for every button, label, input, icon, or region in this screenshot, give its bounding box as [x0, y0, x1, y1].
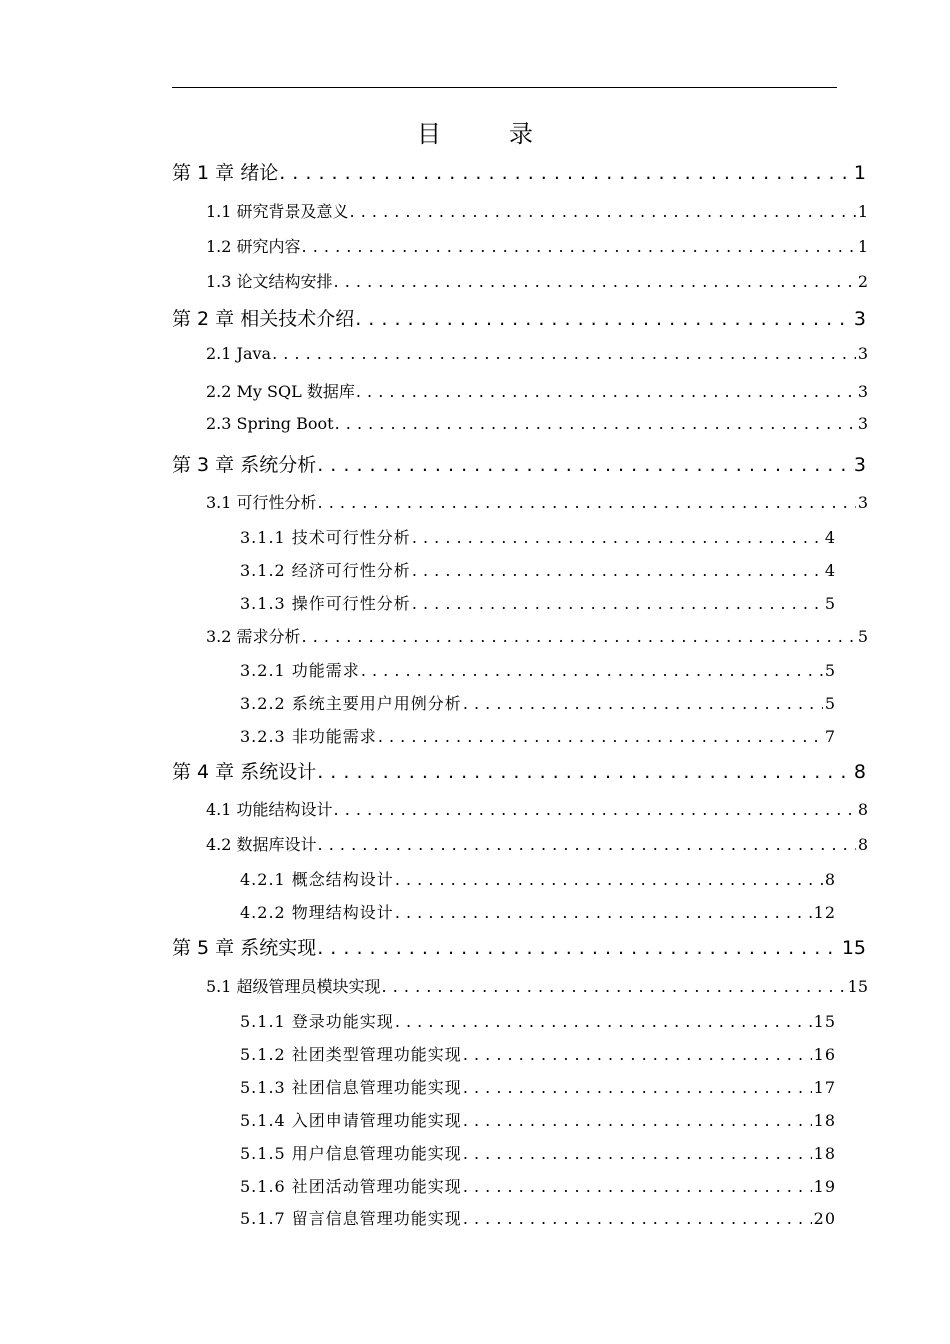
toc-page-number: 19 — [813, 1177, 836, 1196]
toc-entry-text: 4.2.2 物理结构设计 — [240, 903, 394, 922]
toc-entry[interactable] — [240, 691, 836, 714]
toc-leader — [463, 1209, 812, 1228]
toc-leader — [361, 661, 823, 680]
toc-page-number: 15 — [841, 937, 866, 959]
toc-leader — [463, 1078, 812, 1097]
toc-entry[interactable] — [240, 1009, 836, 1032]
toc-entry[interactable] — [240, 658, 836, 681]
toc-entry-text: 5.1.6 社团活动管理功能实现 — [240, 1177, 462, 1196]
toc-entry[interactable] — [240, 1108, 836, 1131]
toc-page-number: 5 — [824, 661, 836, 680]
toc-leader — [412, 561, 823, 580]
toc-page-number: 20 — [813, 1209, 836, 1228]
toc-entry-text: 2.3 Spring Boot — [206, 414, 334, 433]
toc-leader — [317, 937, 840, 959]
toc-page-number: 3 — [857, 344, 868, 363]
toc-leader — [395, 903, 812, 922]
toc-entry-text: 4.1 功能结构设计 — [206, 800, 333, 819]
toc-page-number: 8 — [857, 835, 868, 854]
toc-entry-text: 1.1 研究背景及意义 — [206, 202, 349, 221]
toc-page-number: 5 — [824, 594, 836, 613]
toc-entry-text: 第 5 章 系统实现 — [172, 937, 317, 959]
toc-page-number: 5 — [857, 627, 868, 646]
toc-entry-text: 4.2.1 概念结构设计 — [240, 870, 394, 889]
toc-leader — [350, 202, 856, 221]
toc-leader — [463, 1045, 812, 1064]
toc-leader — [463, 1144, 812, 1163]
toc-leader — [355, 308, 852, 330]
toc-entry-text: 2.2 My SQL 数据库 — [206, 382, 355, 401]
toc-entry[interactable] — [206, 490, 868, 513]
toc-leader — [335, 414, 856, 433]
toc-leader — [412, 528, 823, 547]
toc-leader — [318, 493, 856, 512]
toc-entry[interactable] — [240, 1141, 836, 1164]
toc-page-number: 2 — [857, 272, 868, 291]
toc-leader — [279, 162, 852, 184]
toc-page-number: 1 — [857, 202, 868, 221]
toc-page-number: 5 — [824, 694, 836, 713]
toc-entry[interactable] — [206, 199, 868, 222]
toc-entry[interactable] — [240, 867, 836, 890]
toc-entry[interactable] — [206, 832, 868, 855]
toc-entry-text: 1.2 研究内容 — [206, 237, 301, 256]
toc-leader — [302, 627, 856, 646]
toc-entry[interactable] — [240, 900, 836, 923]
toc-entry-text: 第 4 章 系统设计 — [172, 761, 317, 783]
toc-leader — [463, 694, 823, 713]
toc-entry[interactable] — [206, 269, 868, 292]
toc-entry-text: 第 1 章 绪论 — [172, 162, 279, 184]
toc-page-number: 4 — [824, 528, 836, 547]
toc-page-number: 15 — [847, 977, 868, 996]
toc-leader — [272, 344, 856, 363]
toc-entry[interactable] — [172, 158, 866, 185]
toc-entry[interactable] — [240, 525, 836, 548]
toc-page-number: 8 — [857, 800, 868, 819]
toc-entry[interactable] — [240, 1206, 836, 1229]
toc-entry[interactable] — [172, 450, 866, 477]
toc-entry-text: 1.3 论文结构安排 — [206, 272, 333, 291]
toc-entry[interactable] — [206, 414, 868, 433]
toc-entry-text: 5.1.2 社团类型管理功能实现 — [240, 1045, 462, 1064]
toc-leader — [395, 870, 823, 889]
toc-leader — [302, 237, 856, 256]
toc-entry-text: 5.1.7 留言信息管理功能实现 — [240, 1209, 462, 1228]
toc-page-number: 1 — [853, 162, 866, 184]
toc-entry[interactable] — [240, 1174, 836, 1197]
toc-entry[interactable] — [206, 234, 868, 257]
toc-entry[interactable] — [206, 974, 868, 997]
header-rule — [172, 87, 837, 88]
toc-entry-text: 5.1.5 用户信息管理功能实现 — [240, 1144, 462, 1163]
toc-entry[interactable] — [240, 1042, 836, 1065]
toc-page-number: 18 — [813, 1144, 836, 1163]
toc-page-number: 16 — [813, 1045, 836, 1064]
toc-entry-text: 第 3 章 系统分析 — [172, 454, 317, 476]
toc-page-number: 17 — [813, 1078, 836, 1097]
toc-entry-text: 3.1.3 操作可行性分析 — [240, 594, 411, 613]
toc-entry-text: 5.1.3 社团信息管理功能实现 — [240, 1078, 462, 1097]
toc-entry[interactable] — [240, 1075, 836, 1098]
toc-leader — [412, 594, 823, 613]
toc-entry[interactable] — [240, 724, 836, 747]
toc-entry[interactable] — [206, 344, 868, 363]
toc-entry[interactable] — [240, 591, 836, 614]
toc-page-number: 3 — [857, 382, 868, 401]
toc-page-number: 4 — [824, 561, 836, 580]
toc-leader — [395, 1012, 812, 1031]
toc-entry-text: 3.2.2 系统主要用户用例分析 — [240, 694, 462, 713]
toc-leader — [334, 800, 856, 819]
toc-page-number: 7 — [824, 727, 836, 746]
toc-page-number: 3 — [853, 308, 866, 330]
toc-page-number: 8 — [824, 870, 836, 889]
toc-leader — [463, 1111, 812, 1130]
toc-page-number: 3 — [857, 414, 868, 433]
toc-leader — [463, 1177, 812, 1196]
toc-leader — [378, 727, 823, 746]
toc-page-number: 1 — [857, 237, 868, 256]
toc-leader — [318, 835, 856, 854]
toc-entry[interactable] — [206, 379, 868, 402]
toc-page-number: 3 — [857, 493, 868, 512]
toc-leader — [382, 977, 846, 996]
toc-entry[interactable] — [206, 624, 868, 647]
toc-entry-text: 3.2.3 非功能需求 — [240, 727, 377, 746]
toc-entry[interactable] — [240, 558, 836, 581]
toc-entry-text: 4.2 数据库设计 — [206, 835, 317, 854]
toc-entry-text: 3.1.2 经济可行性分析 — [240, 561, 411, 580]
toc-page-number: 12 — [813, 903, 836, 922]
toc-entry[interactable] — [172, 933, 866, 960]
toc-page-number: 3 — [853, 454, 866, 476]
toc-entry-text: 3.1.1 技术可行性分析 — [240, 528, 411, 547]
toc-entry[interactable] — [206, 797, 868, 820]
toc-entry-text: 2.1 Java — [206, 344, 272, 363]
toc-leader — [356, 382, 856, 401]
toc-entry[interactable] — [172, 757, 866, 784]
toc-entry-text: 3.2 需求分析 — [206, 627, 301, 646]
toc-leader — [317, 761, 852, 783]
toc-entry-text: 5.1.4 入团申请管理功能实现 — [240, 1111, 462, 1130]
page-title: 目 录 — [417, 120, 555, 148]
toc-entry-text: 第 2 章 相关技术介绍 — [172, 308, 355, 330]
toc-leader — [334, 272, 856, 291]
toc-leader — [317, 454, 852, 476]
toc-entry-text: 3.2.1 功能需求 — [240, 661, 360, 680]
toc-page-number: 18 — [813, 1111, 836, 1130]
toc-page-number: 8 — [853, 761, 866, 783]
toc-entry-text: 3.1 可行性分析 — [206, 493, 317, 512]
toc-page-number: 15 — [813, 1012, 836, 1031]
toc-entry[interactable] — [172, 304, 866, 331]
toc-entry-text: 5.1.1 登录功能实现 — [240, 1012, 394, 1031]
toc-entry-text: 5.1 超级管理员模块实现 — [206, 977, 381, 996]
